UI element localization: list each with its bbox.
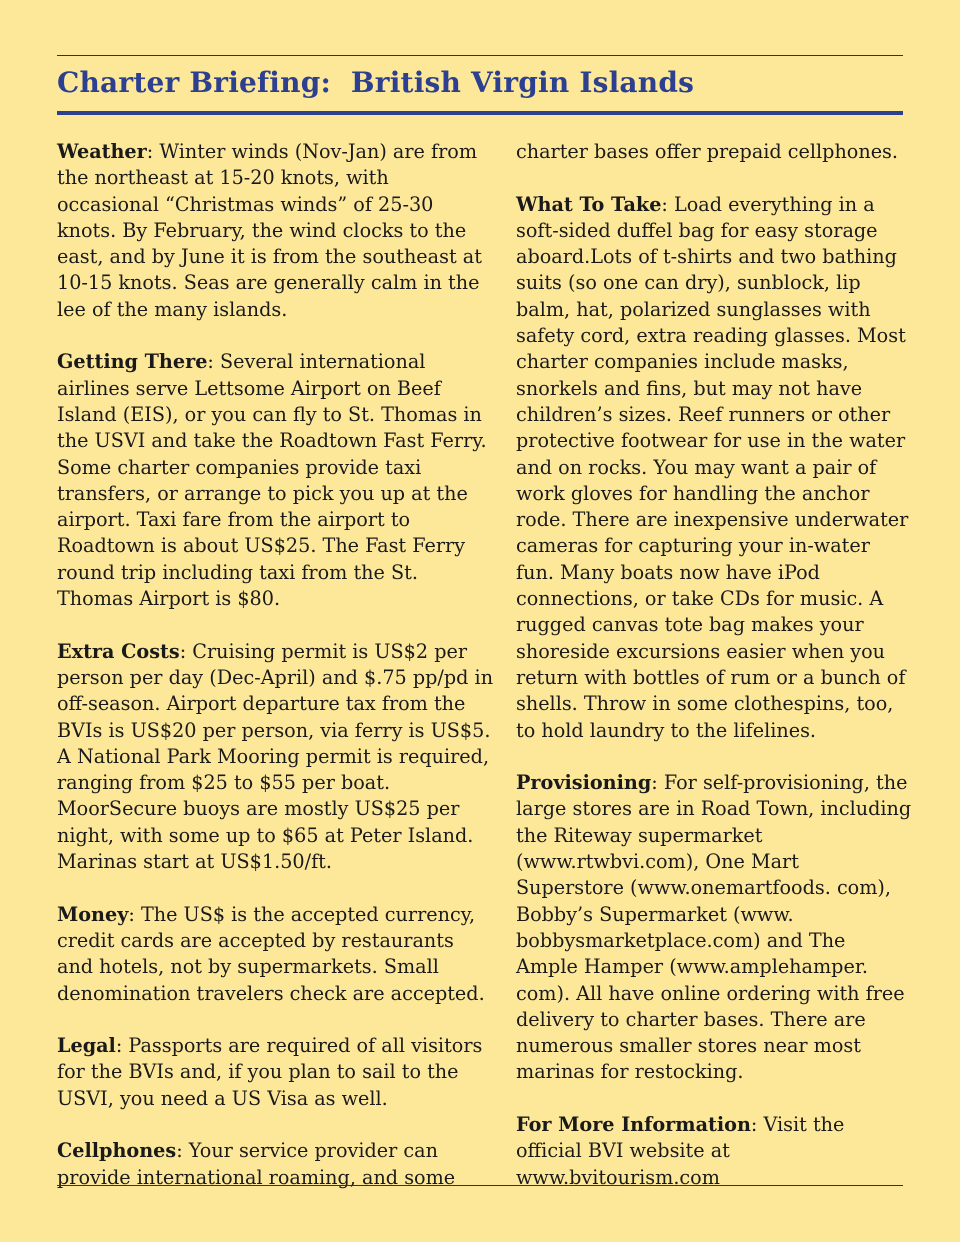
section-extra-costs <box>57 639 495 876</box>
section-separator: : <box>115 1034 129 1058</box>
top-rule <box>57 55 903 56</box>
section-text: Cruising permit is US$2 per person per day (Dec-April) and $.75 pp/pd in off-season. Airport departure tax from the BVIs is US$20 per person, via ferry is US$5. A National Park Mooring permit is required, ranging from $25 to $55 per boat. MoorSecure buoys are mostly US$25 per night, with some up to $65 at Peter Island. Marinas start at US$1.50/ft. <box>57 639 494 874</box>
section-heading: What To Take <box>516 192 662 216</box>
page-title: Charter Briefing: British Virgin Islands <box>57 66 695 99</box>
section-separator: : <box>179 639 193 663</box>
section-provisioning <box>516 770 912 1086</box>
section-heading: Weather <box>57 140 147 163</box>
section-text: Your service provider can provide international roaming, and some <box>57 1139 456 1189</box>
title-rule <box>57 111 903 115</box>
section-heading: For More Information <box>516 1112 751 1136</box>
section-separator: : <box>146 140 160 163</box>
bottom-rule <box>57 1185 903 1186</box>
section-money <box>57 902 495 1007</box>
section-cellphones-continued <box>516 139 912 165</box>
section-heading: Provisioning <box>516 771 652 795</box>
section-heading: Getting There <box>57 350 208 374</box>
section-text: For self-provisioning, the large stores are in Road Town, including the Riteway supermarket (www.rtwbvi.com), One Mart Superstore (www.onemartfoods. com), Bobby’s Supermarket (www. bobbysmarketplace.com) and The Ample Hamper (www.amplehamper. com). All have online ordering with free delivery to charter bases. There are numerous smaller stores near most marinas for restocking. <box>516 771 912 1084</box>
section-getting-there <box>57 349 495 612</box>
section-legal <box>57 1033 495 1112</box>
section-separator: : <box>661 192 674 216</box>
section-separator: : <box>207 350 220 374</box>
section-text: Visit the official BVI website at www.bvitourism.com <box>516 1112 845 1189</box>
section-heading: Legal <box>57 1034 116 1058</box>
section-text: Load everything in a soft-sided duffel bag for easy storage aboard.Lots of t-shirts and two bathing suits (so one can dry), sunblock, lip balm, hat, polarized sunglasses with safety cord, extra reading glasses. Most charter companies include masks, snorkels and fins, but may not have children’s sizes. Reef runners or other protective footwear for use in the water and on rocks. You may want a pair of work gloves for handling the anchor rode. There are inexpensive underwater cameras for capturing your in-water fun. Many boats now have iPod connections, or take CDs for music. A rugged canvas tote bag makes your shoreside excursions easier when you return with bottles of rum or a bunch of shells. Throw in some clothespins, too, to hold laundry to the lifelines. <box>516 192 909 742</box>
section-separator: : <box>750 1112 764 1136</box>
section-separator: : <box>176 1139 189 1163</box>
section-cellphones <box>57 1138 495 1191</box>
section-text: Passports are required of all visitors for the BVIs and, if you plan to sail to the USVI, you need a US Visa as well. <box>57 1034 483 1110</box>
section-text: Winter winds (Nov-Jan) are from the northeast at 15-20 knots, with occasional “Christmas winds” of 25-30 knots. By February, the wind clocks to the east, and by June it is from the southeast at 10-15 knots. Seas are generally calm in the lee of the many islands. <box>57 140 482 321</box>
section-text: Several international airlines serve Lettsome Airport on Beef Island (EIS), or you can fly to St. Thomas in the USVI and take the Roadtown Fast Ferry. Some charter companies provide taxi transfers, or arrange to pick you up at the airport. Taxi fare from the airport to Roadtown is about US$25. The Fast Ferry round trip including taxi from the St. Thomas Airport is $80. <box>57 350 487 611</box>
section-more-information <box>516 1112 912 1191</box>
section-separator: : <box>651 771 664 795</box>
section-text: The US$ is the accepted currency, credit cards are accepted by restaurants and hotels, not by supermarkets. Small denomination travelers check are accepted. <box>57 902 485 1005</box>
right-column <box>516 139 912 1217</box>
section-what-to-take <box>516 192 912 744</box>
section-heading: Extra Costs <box>57 639 180 663</box>
section-separator: : <box>128 902 141 926</box>
left-column <box>57 139 495 1217</box>
section-text: charter bases offer prepaid cellphones. <box>516 140 899 163</box>
section-weather <box>57 139 495 323</box>
section-heading: Cellphones <box>57 1139 177 1163</box>
section-heading: Money <box>57 902 129 926</box>
